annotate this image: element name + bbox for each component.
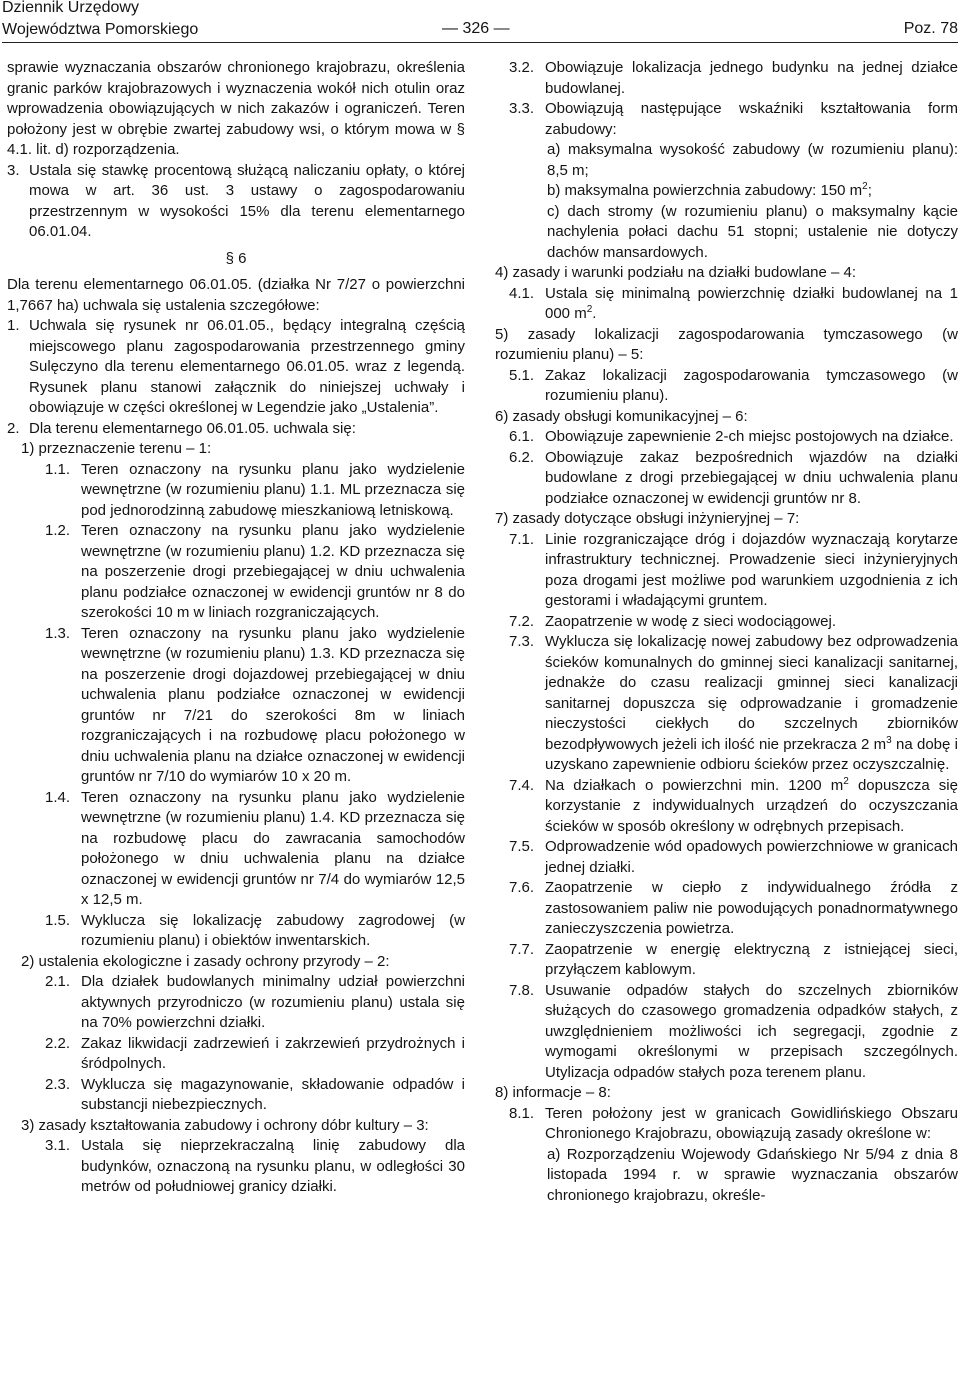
clause-7-5 [495,837,958,878]
paragraph-3 [7,161,465,243]
clause-1-2 [7,521,465,624]
clause-number: 7.1. [509,530,535,548]
item-text: Uchwala się rysunek nr 06.01.05., będący integralną częścią miejscowego planu zagospodarowania przestrzennego gminy Sulęczyno dla terenu elementarnego 06.01.05. wraz z legendą. Rysunek planu stanowi załącznik do niniejszej uchwały i obowiązuje w części określonej w Legendzie jako „Ustalenia”. [29,317,465,416]
paragraph-continuation: sprawie wyznaczania obszarów chronionego krajobrazu, określenia granic parków krajobrazowych i wyznaczenia wokół nich otulin oraz wprowadzenia obowiązujących w nich zakazów i ograniczeń. Teren położony jest w obrębie zwartej zabudowy wsi, o którym mowa w § 4.1. lit. d) rozporządzenia. [7,59,465,158]
subsection-8-heading: 8) informacje – 8: [495,1084,611,1101]
clause-3-1 [7,1136,465,1198]
page-number: — 326 — [442,20,510,37]
clause-number: 7.2. [509,612,535,630]
clause-3-3 [495,99,958,140]
clause-2-1 [7,972,465,1034]
clause-text: Dla działek budowlanych minimalny udział powierzchni aktywnych przyrodniczo (w rozumieniu planu) ustala się na 70% powierzchni działki. [81,973,465,1031]
clause-1-1 [7,460,465,522]
clause-text-main: Ustala się minimalną powierzchnię działki budowlanej na 1 000 m [545,284,958,322]
clause-text [545,632,958,776]
clause-text: Obowiązuje zakaz bezpośrednich wjazdów na działki budowlane z drogi przebiegającej w dniu uchwalenia planu podziałce oznaczonej w ewidencji gruntów nr 8. [545,448,958,507]
item-number: 2. [7,419,20,437]
clause-text: Teren oznaczony na rysunku planu jako wydzielenie wewnętrzne (w rozumieniu planu) 1.4. KD przeznacza się na rozbudowę placu do zawracania samochodów położonego w dniu uchwalenia planu na działce oznaczonej w ewidencji gruntów nr 7/4 do wymiarów 12,5 x 12,5 m. [81,788,465,908]
clause-text-end: na dobę i uzyskano zapewnienie odbioru ścieków przez oczyszczalnię. [545,735,958,773]
clause-text [545,776,958,838]
clause-number: 3.2. [509,59,535,76]
clause-7-4 [495,776,958,838]
superscript: 2 [862,181,868,192]
superscript: 2 [586,304,593,315]
clause-number: 2.3. [45,1075,71,1093]
clause-text: Teren oznaczony na rysunku planu jako wydzielenie wewnętrzne (w rozumieniu planu) 1.3. KD przeznacza się na poszerzenie drogi dojazdowej przebiegającej w dniu uchwalenia planu podziałce oznaczonej w ewidencji gruntów nr 7/21 do szerokości 8m w liniach rozgraniczających i na rozbudowę placu położonego w dniu uchwalenia planu na działce oznaczonej w ewidencji gruntów nr 7/10 do wymiarów 10 x 20 m. [81,624,465,785]
clause-text: Obowiązuje zapewnienie 2-ch miejsc postojowych na działce. [545,428,954,445]
clause-number: 7.4. [509,776,535,794]
clause-8-1 [495,1104,958,1145]
regulation-a: a) Rozporządzeniu Wojewody Gdańskiego Nr 5/94 z dnia 8 listopada 1994 r. w sprawie wyznaczania obszarów chronionego krajobrazu, określe- [547,1145,958,1204]
clause-number: 3.3. [509,100,535,117]
clause-number: 3.1. [45,1137,71,1154]
paragraph-text: Ustala się stawkę procentową służącą naliczaniu opłaty, o której mowa w art. 36 ust. 3 ustawy o zagospodarowaniu przestrzennym w wysokości 15% dla terenu elementarnego 06.01.04. [29,161,465,240]
subsection-5-heading: 5) zasady lokalizacji zagospodarowania tymczasowego (w rozumieniu planu) – 5: [495,325,958,363]
clause-text: Ustala się nieprzekraczalną linię zabudowy dla budynków, oznaczoną na rysunku planu, w odległości 30 metrów od południowej granicy działki. [81,1137,465,1195]
clause-text: Obowiązuje lokalizacja jednego budynku na jednej działce budowlanej. [545,59,958,97]
subsection-1-heading: 1) przeznaczenie terenu – 1: [21,440,212,457]
clause-text [545,284,958,325]
superscript: 2 [843,775,849,787]
clause-number: 4.1. [509,284,535,302]
clause-text-main: Wyklucza się lokalizację nowej zabudowy bez odprowadzenia ścieków komunalnych do gminnej sieci kanalizacji sanitarnej, jednakże do czasu realizacji gminnej sieci kanalizacji sanitarnej dopuszcza się odprowadzanie i gromadzenie nieczystości ciekłych do szczelnych zbiorników bezodpływowych jeżeli ich ilość nie przekracza 2 m [545,633,958,753]
clause-7-7 [495,940,958,981]
clause-text: Wyklucza się magazynowanie, składowanie odpadów i substancji niebezpiecznych. [81,1075,465,1113]
indicator-b-end: ; [867,182,872,199]
section-heading: § 6 [225,249,247,267]
clause-4-1 [495,284,958,325]
clause-number: 6.1. [509,428,535,445]
clause-7-6 [495,878,958,940]
clause-number: 5.1. [509,366,535,384]
left-column [7,58,465,1198]
clause-text: Zaopatrzenie w wodę z sieci wodociągowej. [545,612,836,630]
clause-text-main: Na działkach o powierzchni min. 1200 m [545,776,844,794]
indicator-a: a) maksymalna wysokość zabudowy (w rozumieniu planu): 8,5 m; [547,141,958,179]
clause-text: Zakaz likwidacji zadrzewień i zakrzewień przydrożnych i śródpolnych. [81,1034,465,1072]
clause-number: 2.1. [45,973,71,990]
subsection-3-heading: 3) zasady kształtowania zabudowy i ochrony dóbr kultury – 3: [21,1116,429,1134]
clause-number: 6.2. [509,448,535,466]
item-text: Dla terenu elementarnego 06.01.05. uchwala się: [29,419,356,437]
header-rule [2,42,958,43]
clause-number: 8.1. [509,1104,535,1122]
paragraph-number: 3. [7,161,20,179]
clause-6-1 [495,427,958,448]
clause-number: 7.5. [509,838,535,855]
clause-number: 1.5. [45,911,71,929]
clause-1-3 [7,624,465,788]
subsection-7-heading: 7) zasady dotyczące obsługi inżynieryjnej – 7: [495,510,800,527]
clause-text: Odprowadzenie wód opadowych powierzchniowe w granicach jednej działki. [545,838,958,876]
clause-6-2 [495,448,958,510]
item-number: 1. [7,317,20,334]
clause-text-end: . [592,305,597,322]
clause-number: 7.8. [509,981,535,999]
clause-text-end: dopuszcza się korzystanie z indywidualnych urządzeń do oczyszczania ścieków w sposób określony w odrębnych przepisach. [545,776,958,835]
publication-title [2,0,198,41]
clause-text: Teren oznaczony na rysunku planu jako wydzielenie wewnętrzne (w rozumieniu planu) 1.1. ML przeznacza się pod jednorodzinną zabudowę mieszkaniową letniskową. [81,460,465,519]
clause-text: Teren położony jest w granicach Gowidlińskiego Obszaru Chronionego Krajobrazu, obowiązują zasady określone w: [545,1104,958,1142]
clause-number: 1.2. [45,522,71,539]
clause-text: Usuwanie odpadów stałych do szczelnych zbiorników służących do czasowego gromadzenia odpadków stałych, z uwzględnieniem możliwości ich segregacji, zgodnie z wymogami określonymi w przepisach szczególnych. Utylizacja odpadów stałych poza terenem planu. [545,981,958,1081]
subsection-6-heading: 6) zasady obsługi komunikacyjnej – 6: [495,407,748,425]
clause-number: 2.2. [45,1034,71,1052]
superscript: 3 [886,734,892,746]
clause-7-2 [495,612,958,633]
publication-line-2: Województwa Pomorskiego [2,21,199,38]
clause-number: 1.4. [45,788,71,806]
item-2 [7,419,465,440]
indicator-b-text: b) maksymalna powierzchnia zabudowy: 150 m [547,182,863,199]
clause-text: Zakaz lokalizacji zagospodarowania tymczasowego (w rozumieniu planu). [545,366,958,404]
clause-text: Zaopatrzenie w ciepło z indywidualnego źródła z zastosowaniem paliw nie powodujących ponadnormatywnego zanieczyszczenia powietrza. [545,879,958,937]
clause-5-1 [495,366,958,407]
clause-number: 7.7. [509,940,535,958]
clause-text: Linie rozgraniczające dróg i dojazdów wyznaczają korytarze infrastruktury technicznej. Prowadzenie sieci inżynieryjnych poza drogami jest możliwe pod warunkiem uzgodnienia z ich gestorami i władającymi gruntem. [545,530,958,609]
clause-text: Zaopatrzenie w energię elektryczną z istniejącej sieci, przyłączem kablowym. [545,940,958,978]
clause-number: 7.3. [509,633,535,650]
clause-1-4 [7,788,465,911]
clause-3-2 [495,58,958,99]
position-number: Poz. 78 [903,20,958,37]
clause-7-3 [495,632,958,776]
indicator-c: c) dach stromy (w rozumieniu planu) o maksymalny kącie nachylenia połaci dachu 51 stopni; ustalenie nie dotyczy dachów mansardowych. [547,202,958,261]
clause-text: Obowiązują następujące wskaźniki kształtowania form zabudowy: [545,100,958,138]
indicator-b [495,181,958,202]
right-column [495,58,958,1206]
item-1 [7,316,465,419]
section-intro: Dla terenu elementarnego 06.01.05. (działka Nr 7/27 o powierzchni 1,7667 ha) uchwala się ustalenia szczegółowe: [7,276,465,314]
page-header [2,0,958,44]
clause-number: 1.3. [45,624,71,642]
clause-number: 7.6. [509,879,535,896]
clause-text: Teren oznaczony na rysunku planu jako wydzielenie wewnętrzne (w rozumieniu planu) 1.2. KD przeznacza się na poszerzenie drogi przebiegającej w dniu uchwalenia planu podziałce oznaczonej w ewidencji gruntów nr 8 do szerokości 10 m w liniach rozgraniczających. [81,522,465,621]
publication-line-1: Dziennik Urzędowy [2,0,139,16]
subsection-4-heading: 4) zasady i warunki podziału na działki budowlane – 4: [495,264,857,281]
clause-text: Wyklucza się lokalizację zabudowy zagrodowej (w rozumieniu planu) i obiektów inwentarskich. [81,911,465,949]
clause-7-8 [495,981,958,1084]
clause-2-3 [7,1075,465,1116]
subsection-2-heading: 2) ustalenia ekologiczne i zasady ochrony przyrody – 2: [21,952,390,970]
clause-number: 1.1. [45,460,71,478]
clause-2-2 [7,1034,465,1075]
clause-1-5 [7,911,465,952]
clause-7-1 [495,530,958,612]
